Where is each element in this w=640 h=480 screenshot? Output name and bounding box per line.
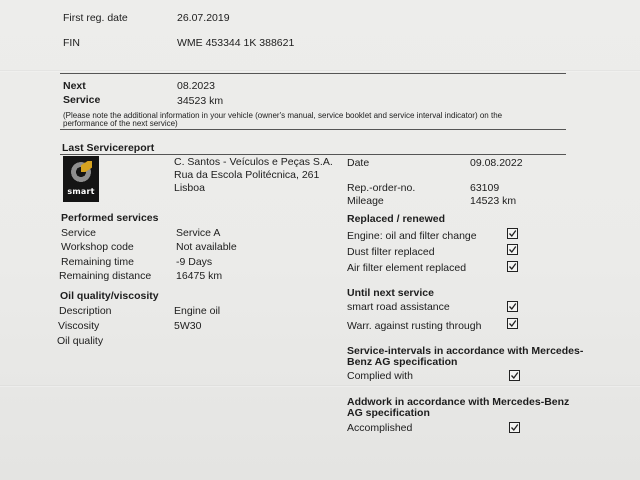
replaced-item-checkbox[interactable] xyxy=(507,261,518,272)
performed-row-label: Remaining distance xyxy=(59,270,152,282)
divider xyxy=(60,154,566,155)
until-next-item-checkbox[interactable] xyxy=(507,318,518,329)
smart-logo-icon xyxy=(71,162,91,182)
workshop-street: Rua da Escola Politécnica, 261 xyxy=(174,169,320,181)
replaced-item-checkbox[interactable] xyxy=(507,244,518,255)
oil-row-label: Description xyxy=(59,305,112,317)
until-next-item-label: Warr. against rusting through xyxy=(347,320,482,332)
replaced-title: Replaced / renewed xyxy=(347,213,446,225)
replaced-item-label: Dust filter replaced xyxy=(347,246,435,258)
intervals-item-label: Complied with xyxy=(347,370,413,382)
oil-title: Oil quality/viscosity xyxy=(60,290,159,302)
fin-value: WME 453344 1K 388621 xyxy=(177,37,295,49)
note-line-1: (Please note the additional information in your vehicle (owner's manual, service booklet and service interval indicator) on the xyxy=(63,111,503,120)
service-value: 34523 km xyxy=(177,95,224,107)
performed-row-value: Not available xyxy=(176,241,237,253)
workshop-name: C. Santos - Veículos e Peças S.A. xyxy=(174,156,333,168)
smart-logo xyxy=(63,156,99,202)
performed-row-value: -9 Days xyxy=(176,256,213,268)
performed-row-value: Service A xyxy=(176,227,221,239)
first-reg-value: 26.07.2019 xyxy=(177,12,230,24)
performed-row-label: Remaining time xyxy=(61,256,134,268)
next-label: Next xyxy=(63,80,86,92)
intervals-item-checkbox[interactable] xyxy=(509,370,520,381)
paper-fold xyxy=(0,70,640,72)
mileage-value: 14523 km xyxy=(470,195,517,207)
oil-row-label: Viscosity xyxy=(58,320,100,332)
rep-order-label: Rep.-order-no. xyxy=(347,182,416,194)
intervals-title-line-1: Service-intervals in accordance with Mercedes- xyxy=(347,345,584,357)
performed-row-label: Workshop code xyxy=(61,241,134,253)
divider xyxy=(60,129,566,130)
date-label: Date xyxy=(347,157,370,169)
until-next-title: Until next service xyxy=(347,287,434,299)
note-line-2: performance of the next service) xyxy=(63,119,178,128)
mileage-label: Mileage xyxy=(347,195,384,207)
addwork-item-label: Accomplished xyxy=(347,422,413,434)
oil-row-label: Oil quality xyxy=(57,335,104,347)
performed-title: Performed services xyxy=(61,212,159,224)
fin-label: FIN xyxy=(63,37,80,49)
workshop-city: Lisboa xyxy=(174,182,205,194)
addwork-item-checkbox[interactable] xyxy=(509,422,520,433)
divider xyxy=(60,73,566,74)
until-next-item-checkbox[interactable] xyxy=(507,301,518,312)
oil-row-value: 5W30 xyxy=(174,320,202,332)
until-next-item-label: smart road assistance xyxy=(347,301,450,313)
replaced-item-label: Engine: oil and filter change xyxy=(347,230,477,242)
intervals-title-line-2: Benz AG specification xyxy=(347,356,458,368)
addwork-title-line-1: Addwork in accordance with Mercedes-Benz xyxy=(347,396,570,408)
paper-fold xyxy=(0,385,640,387)
replaced-item-label: Air filter element replaced xyxy=(347,262,467,274)
performed-row-label: Service xyxy=(61,227,97,239)
oil-row-value: Engine oil xyxy=(174,305,221,317)
next-value: 08.2023 xyxy=(177,80,215,92)
last-report-title: Last Servicereport xyxy=(62,142,155,154)
replaced-item-checkbox[interactable] xyxy=(507,228,518,239)
rep-order-value: 63109 xyxy=(470,182,500,194)
addwork-title-line-2: AG specification xyxy=(347,407,430,419)
performed-row-value: 16475 km xyxy=(176,270,223,282)
first-reg-label: First reg. date xyxy=(63,12,128,24)
smart-logo-word: smart xyxy=(67,187,95,196)
service-label: Service xyxy=(63,94,101,106)
date-value: 09.08.2022 xyxy=(470,157,523,169)
